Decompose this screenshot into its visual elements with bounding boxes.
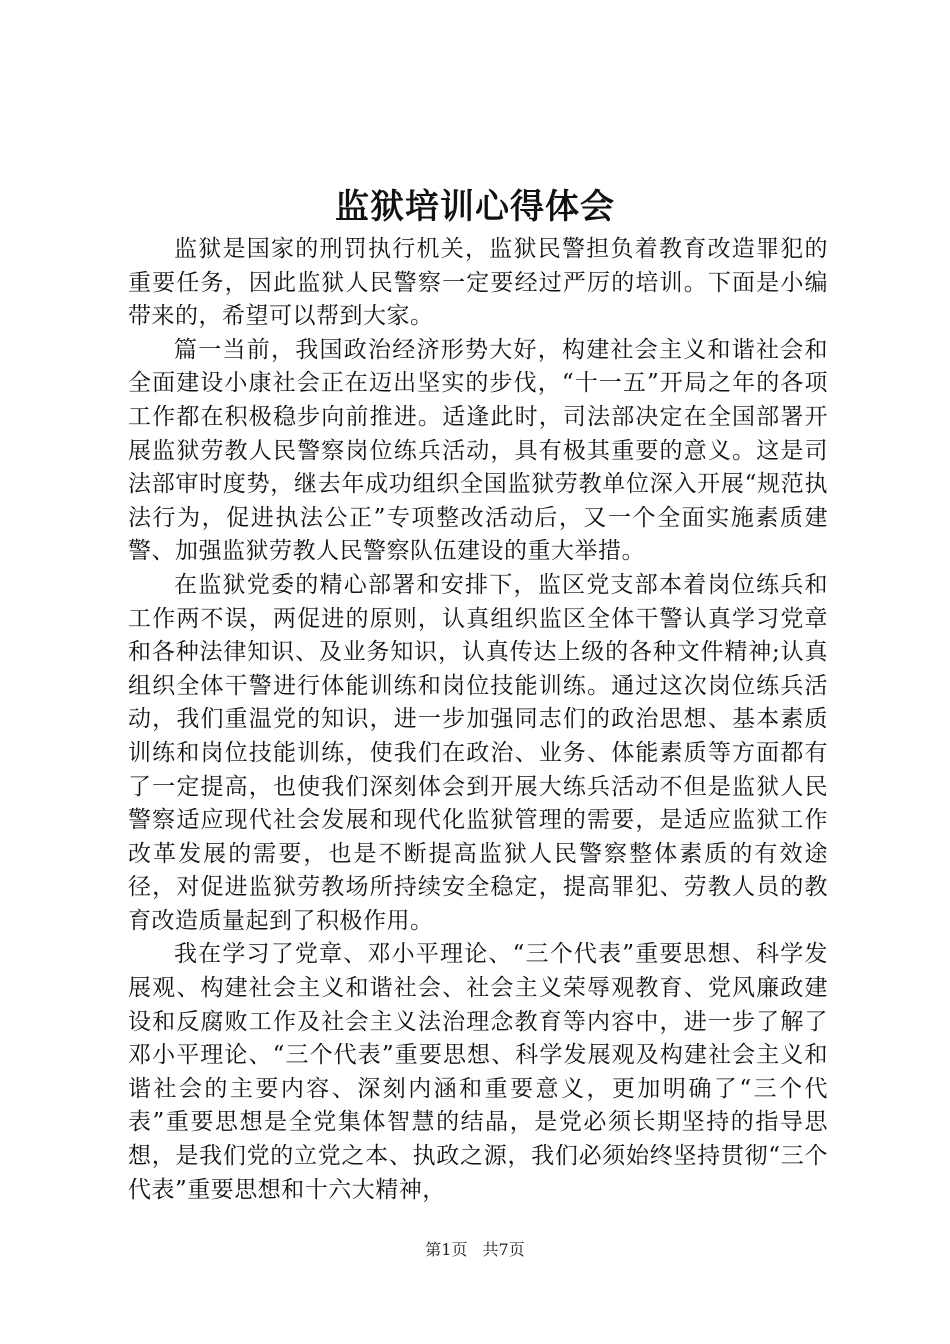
paragraph-intro: 监狱是国家的刑罚执行机关，监狱民警担负着教育改造罪犯的重要任务，因此监狱人民警察一定要经过严厉的培训。下面是小编带来的，希望可以帮到大家。 (128, 236, 828, 330)
page-total: 共7页 (482, 1240, 525, 1259)
document-body (128, 233, 828, 1207)
paragraph-article-one: 篇一当前，我国政治经济形势大好，构建社会主义和谐社会和全面建设小康社会正在迈出坚实的步伐，“十一五”开局之年的各项工作都在积极稳步向前推进。适逢此时，司法部决定在全国部署开展监狱劳教人民警察岗位练兵活动，具有极其重要的意义。这是司法部审时度势，继去年成功组织全国监狱劳教单位深入开展“规范执法行为，促进执法公正”专项整改活动后，又一个全面实施素质建警、加强监狱劳教人民警察队伍建设的重大举措。 (128, 336, 828, 565)
document-title: 监狱培训心得体会 (335, 187, 615, 227)
page-footer (0, 1239, 950, 1261)
paragraph-study-reflection: 我在学习了党章、邓小平理论、“三个代表”重要思想、科学发展观、构建社会主义和谐社会、社会主义荣辱观教育、党风廉政建设和反腐败工作及社会主义法治理念教育等内容中，进一步了解了邓小平理论、“三个代表”重要思想、科学发展观及构建社会主义和谐社会的主要内容、深刻内涵和重要意义，更加明确了“三个代表”重要思想是全党集体智慧的结晶，是党必须长期坚持的指导思想，是我们党的立党之本、执政之源，我们必须始终坚持贯彻“三个代表”重要思想和十六大精神， (128, 941, 828, 1203)
paragraph-training-practice: 在监狱党委的精心部署和安排下，监区党支部本着岗位练兵和工作两不误，两促进的原则，认真组织监区全体干警认真学习党章和各种法律知识、及业务知识，认真传达上级的各种文件精神;认真组织全体干警进行体能训练和岗位技能训练。通过这次岗位练兵活动，我们重温党的知识，进一步加强同志们的政治思想、基本素质训练和岗位技能训练，使我们在政治、业务、体能素质等方面都有了一定提高，也使我们深刻体会到开展大练兵活动不但是监狱人民警察适应现代社会发展和现代化监狱管理的需要，是适应监狱工作改革发展的需要，也是不断提高监狱人民警察整体素质的有效途径，对促进监狱劳教场所持续安全稳定，提高罪犯、劳教人员的教育改造质量起到了积极作用。 (128, 571, 828, 934)
page-number: 第1页 (425, 1240, 468, 1259)
